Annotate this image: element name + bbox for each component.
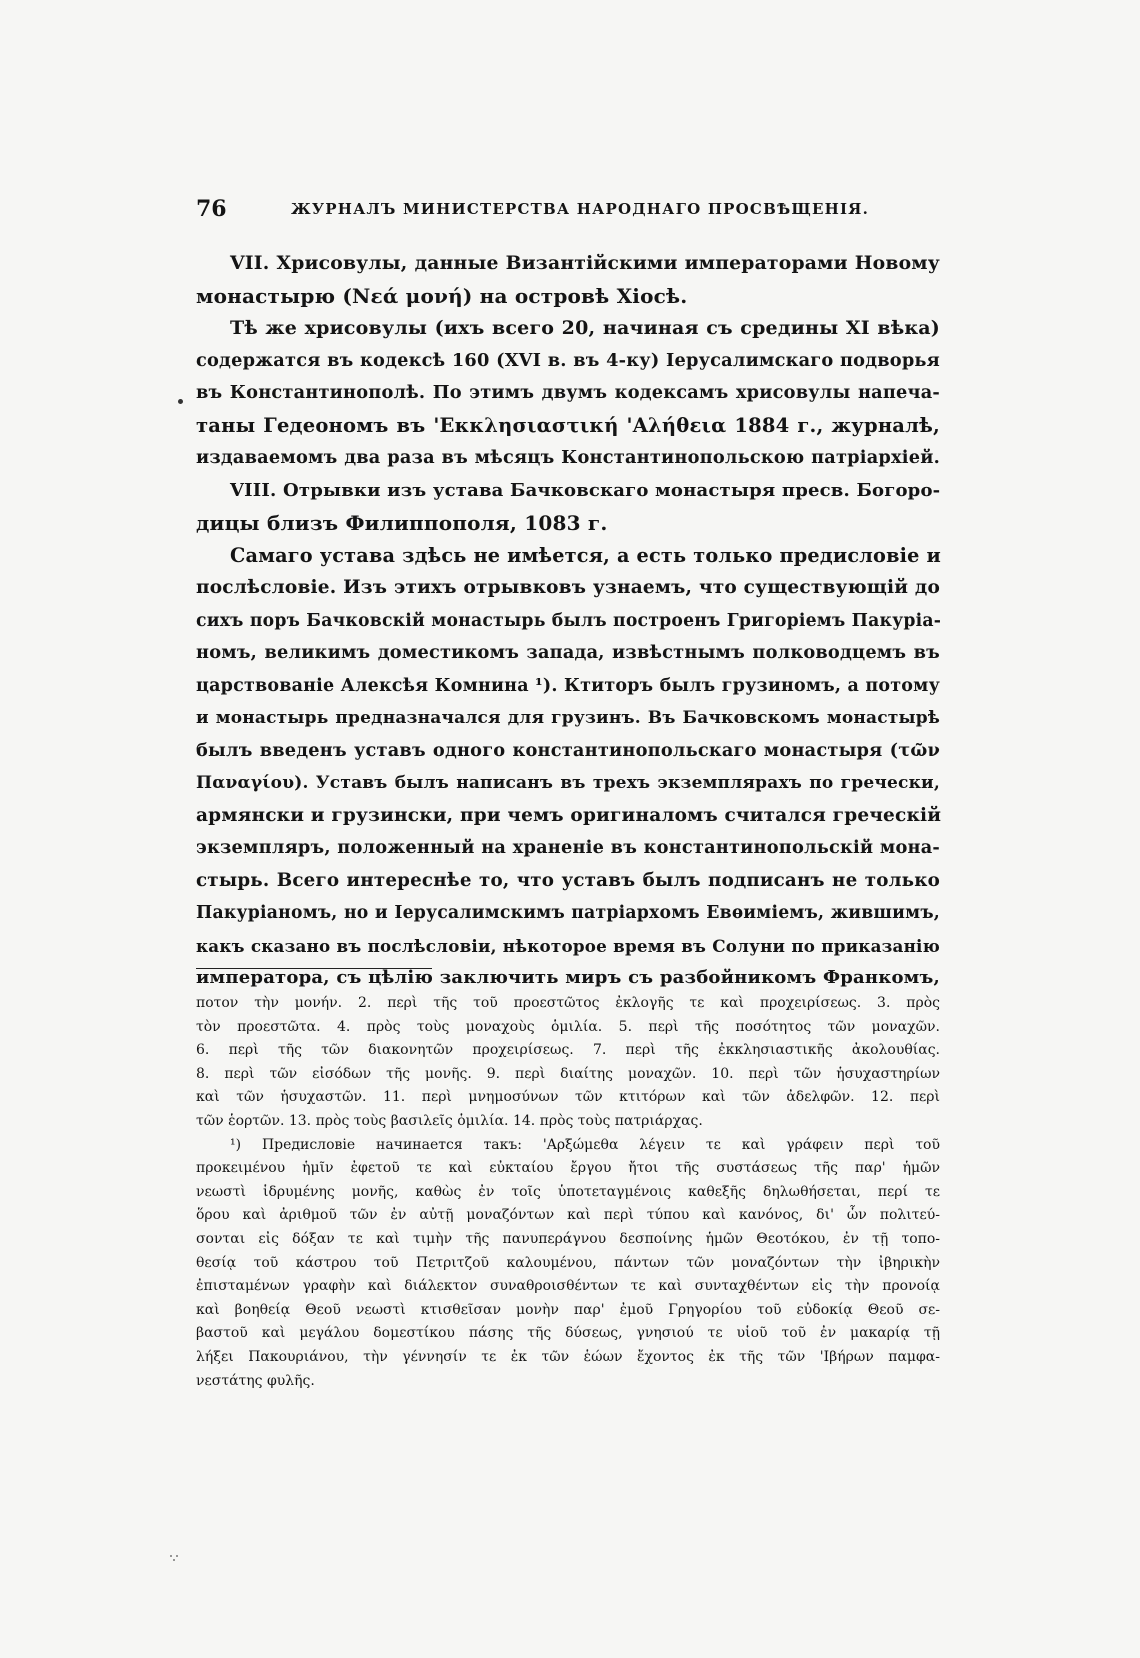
footnote-line: προκειμένου ἡμῖν ἐφετοῦ τε καὶ εὐκταίου ἔργου ἤτοι τῆς συστάσεως τῆς παρ' ἡμῶν <box>196 1160 940 1177</box>
text-line: послѣсловіе. Изъ этихъ отрывковъ узнаемъ, что существующій до <box>196 577 940 598</box>
footnote-line: τὸν προεστῶτα. 4. πρὸς τοὺς μοναχοὺς ὁμιλία. 5. περὶ τῆς ποσότητος τῶν μοναχῶν. <box>196 1018 940 1035</box>
text-line: въ Константинополѣ. По этимъ двумъ кодексамъ хрисовулы напеча- <box>196 382 940 403</box>
text-line: монастырю (Νεά μονή) на островѣ Хіосѣ. <box>196 283 688 308</box>
text-line: Пакуріаномъ, но и Іерусалимскимъ патріархомъ Евѳиміемъ, жившимъ, <box>196 903 940 923</box>
text-line: царствованіе Алексѣя Комнина ¹). Ктиторъ былъ грузиномъ, а потому <box>196 675 940 696</box>
text-line: VII. Хрисовулы, данные Византійскими императорами Новому <box>230 252 940 274</box>
footnote-line: ποτον τὴν μονήν. 2. περὶ τῆς τοῦ προεστῶτος ἐκλογῆς τε καὶ προχειρίσεως. 3. πρὸς <box>196 995 940 1011</box>
page-header <box>196 196 936 226</box>
text-line: и монастырь предназначался для грузинъ. Въ Бачковскомъ монастырѣ <box>196 708 940 728</box>
footnote-line: 8. περὶ τῶν εἰσόδων τῆς μονῆς. 9. περὶ διαίτης μοναχῶν. 10. περὶ τῶν ἡσυχαστηρίων <box>196 1065 940 1082</box>
text-line: стырь. Всего интереснѣе то, что уставъ былъ подписанъ не только <box>196 869 940 891</box>
page-number: 76 <box>196 196 227 222</box>
footnote-line: βαστοῦ καὶ μεγάλου δομεστίκου πάσης τῆς δύσεως, γνησιού τε υἱοῦ τοῦ ἐν μακαρίᾳ τῇ <box>196 1325 940 1342</box>
text-line: сихъ поръ Бачковскій монастырь былъ построенъ Григоріемъ Пакуріа- <box>196 610 942 631</box>
footnote-line: νεστάτης φυλῆς. <box>196 1372 315 1389</box>
margin-mark <box>178 399 183 404</box>
running-title: ЖУРНАЛЪ МИНИСТЕРСТВА НАРОДНАГО ПРОСВѢЩЕНІЯ. <box>291 200 870 218</box>
text-line: императора, съ цѣлію заключить миръ съ разбойникомъ Франкомъ, <box>196 967 940 988</box>
text-line: издаваемомъ два раза въ мѣсяцъ Константинопольскою патріархіей. <box>196 447 940 468</box>
text-line: номъ, великимъ доместикомъ запада, извѣстнымъ полководцемъ въ <box>196 642 940 663</box>
footnote-line: νεωστὶ ἱδρυμένης μονῆς, καθὼς ἐν τοῖς ὑποτεταγμένοις καθεξῆς δηλωθήσεται, περί τε <box>196 1183 940 1200</box>
text-line: Тѣ же хрисовулы (ихъ всего 20, начиная съ средины XI вѣка) <box>230 317 940 339</box>
text-line: экземпляръ, положенный на храненіе въ константинопольскій мона- <box>196 837 940 858</box>
footnote-line: καὶ βοηθείᾳ Θεοῦ νεωστὶ κτισθεῖσαν μονὴν παρ' ἐμοῦ Γρηγορίου τοῦ εὐδοκίᾳ Θεοῦ σε- <box>196 1301 940 1318</box>
footnote-line: σονται εἰς δόξαν τε καὶ τιμὴν τῆς πανυπεράγνου δεσποίνης ἡμῶν Θεοτόκου, ἐν τῇ τοπο- <box>196 1230 940 1247</box>
footnote-line: ¹) Предисловіе начинается такъ: 'Αρξώμεθα λέγειν τε καὶ γράφειν περὶ τοῦ <box>230 1136 940 1153</box>
footnote-line: ἐπισταμένων γραφὴν καὶ διάλεκτον συναθροισθέντων τε καὶ συνταχθέντων εἰς τὴν προνοίᾳ <box>196 1278 940 1295</box>
footnote-line: λήξει Πακουριάνου, τὴν γέννησίν τε ἐκ τῶν ἑώων ἔχοντος ἐκ τῆς τῶν 'Ιβήρων παμφα- <box>196 1348 940 1365</box>
text-line: содержатся въ кодексѣ 160 (XVI в. въ 4-ку) Іерусалимскаго подворья <box>196 349 940 371</box>
scan-specks <box>170 1555 184 1561</box>
text-line: какъ сказано въ послѣсловіи, нѣкоторое время въ Солуни по приказанію <box>196 935 940 956</box>
text-line: VIII. Отрывки изъ устава Бачковскаго монастыря пресв. Богоро- <box>230 479 941 501</box>
text-line: Παναγίου). Уставъ былъ написанъ въ трехъ экземплярахъ по гречески, <box>196 773 940 793</box>
text-line: таны Гедеономъ въ 'Εκκλησιαστική 'Αλήθεια 1884 г., журналѣ, <box>196 413 940 437</box>
footnote-rule <box>196 968 432 969</box>
footnote-line: τῶν ἑορτῶν. 13. πρὸς τοὺς βασιλεῖς ὁμιλία. 14. πρὸς τοὺς πατριάρχας. <box>196 1112 703 1129</box>
text-line: былъ введенъ уставъ одного константинопольскаго монастыря (τῶν <box>196 739 940 761</box>
footnote-line: θεσίᾳ τοῦ κάστρου τοῦ Πετριτζοῦ καλουμένου, πάντων τῶν μοναζόντων τὴν ἰβηρικὴν <box>196 1254 940 1271</box>
footnotes <box>196 992 940 1393</box>
text-line: армянски и грузински, при чемъ оригиналомъ считался греческій <box>196 804 942 826</box>
text-line: дицы близъ Филиппополя, 1083 г. <box>196 511 608 535</box>
footnote-line: 6. περὶ τῆς τῶν διακονητῶν προχειρίσεως. 7. περὶ τῆς ἐκκλησιαστικῆς ἀκολουθίας. <box>196 1042 940 1059</box>
text-line: Самаго устава здѣсь не имѣется, а есть только предисловіе и <box>230 543 941 567</box>
footnote-line: ὅρου καὶ ἀριθμοῦ τῶν ἐν αὐτῇ μοναζόντων καὶ περὶ τύπου καὶ κανόνος, δι' ὧν πολιτεύ- <box>196 1207 940 1224</box>
footnote-line: καὶ τῶν ἡσυχαστῶν. 11. περὶ μνημοσύνων τῶν κτιτόρων καὶ τῶν ἀδελφῶν. 12. περὶ <box>196 1089 940 1106</box>
main-text <box>196 247 940 995</box>
